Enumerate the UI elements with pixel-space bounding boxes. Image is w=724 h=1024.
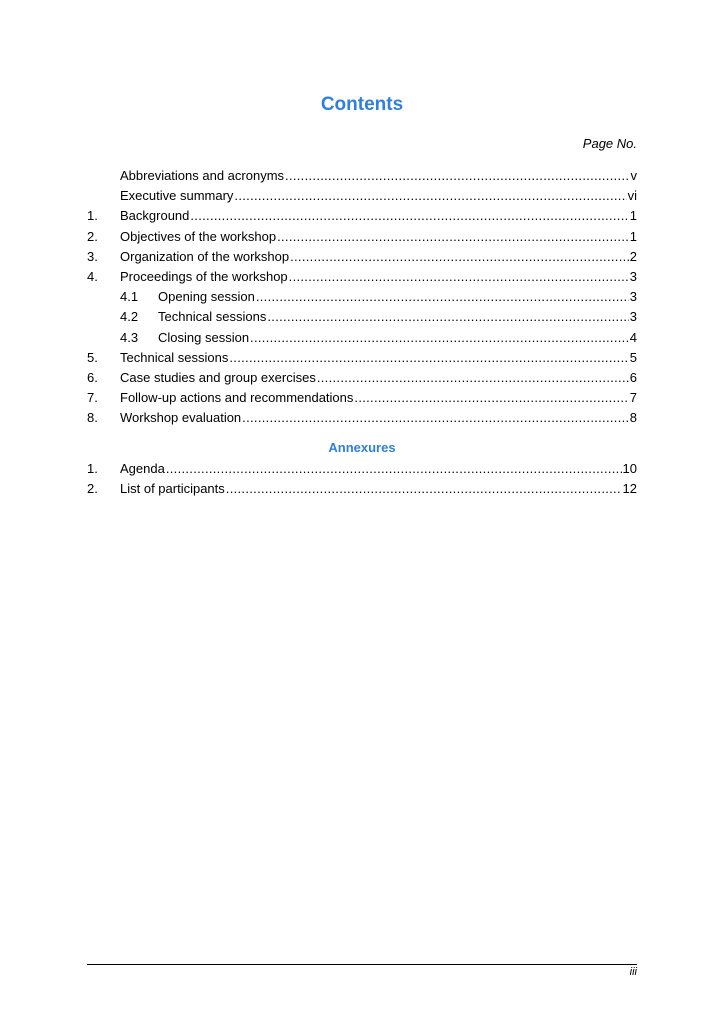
toc-entry-label: Technical sessions	[120, 349, 229, 365]
dot-leader	[289, 267, 629, 287]
toc-entry-number: 4.2	[120, 309, 139, 325]
toc-entry-page: 12	[622, 481, 637, 497]
toc-entry-label: Agenda	[120, 461, 165, 476]
toc-entry[interactable]	[87, 247, 637, 267]
toc-entry[interactable]	[87, 408, 637, 428]
dot-leader	[190, 206, 628, 226]
dot-leader	[226, 479, 622, 499]
dot-leader	[285, 166, 629, 186]
dot-leader	[250, 328, 629, 348]
dot-leader	[242, 408, 629, 428]
table-of-contents	[87, 166, 637, 428]
toc-entry-label: Follow-up actions and recommendations	[120, 390, 354, 406]
toc-entry-number: 7.	[87, 390, 98, 406]
toc-entry-label: Proceedings of the workshop	[120, 268, 288, 284]
toc-entry-label: Workshop evaluation	[120, 410, 242, 426]
toc-entry-label: Abbreviations and acronyms	[120, 168, 285, 183]
toc-entry-page: vi	[627, 188, 637, 204]
toc-entry-label: Opening session	[158, 289, 255, 305]
toc-entry[interactable]	[87, 166, 637, 186]
toc-entry-label: Background	[120, 208, 190, 224]
footer-page-number: iii	[629, 966, 637, 978]
toc-entry-number: 1.	[87, 461, 98, 476]
toc-entry-label: Closing session	[158, 329, 250, 345]
toc-entry-page: 1	[629, 208, 637, 224]
toc-entry[interactable]	[87, 459, 637, 479]
toc-entry-label: List of participants	[120, 481, 225, 497]
toc-entry-page: 4	[629, 329, 637, 345]
dot-leader	[229, 348, 628, 368]
toc-entry-number: 1.	[87, 208, 98, 224]
toc-entry-page: 5	[629, 349, 637, 365]
toc-entry-label: Objectives of the workshop	[120, 228, 277, 244]
annexures-heading: Annexures	[328, 440, 396, 455]
dot-leader	[277, 227, 629, 247]
annexures-list	[87, 459, 637, 499]
toc-entry-page: v	[630, 168, 637, 183]
toc-entry-page: 3	[629, 309, 637, 325]
toc-entry-label: Executive summary	[120, 188, 234, 204]
toc-entry[interactable]	[87, 227, 637, 247]
toc-entry[interactable]	[87, 348, 637, 368]
toc-entry-label: Technical sessions	[158, 309, 267, 325]
toc-entry[interactable]	[87, 388, 637, 408]
dot-leader	[317, 368, 629, 388]
toc-entry-number: 4.3	[120, 329, 139, 345]
toc-entry-number: 8.	[87, 410, 98, 426]
toc-entry-number: 6.	[87, 369, 98, 385]
toc-entry-label: Case studies and group exercises	[120, 369, 316, 385]
dot-leader	[267, 307, 628, 327]
toc-entry[interactable]	[87, 267, 637, 287]
toc-entry[interactable]	[87, 287, 637, 307]
toc-entry-page: 2	[629, 248, 637, 264]
footer-divider	[87, 964, 637, 965]
toc-entry[interactable]	[87, 368, 637, 388]
dot-leader	[166, 459, 622, 479]
dot-leader	[290, 247, 629, 267]
toc-entry[interactable]	[87, 479, 637, 499]
dot-leader	[256, 287, 629, 307]
dot-leader	[234, 186, 626, 206]
toc-entry-page: 8	[629, 410, 637, 426]
toc-entry-number: 3.	[87, 248, 98, 264]
toc-entry[interactable]	[87, 186, 637, 206]
toc-entry-page: 3	[629, 289, 637, 305]
toc-entry[interactable]	[87, 206, 637, 226]
toc-entry-number: 4.	[87, 268, 98, 284]
toc-entry-page: 1	[629, 228, 637, 244]
toc-entry-page: 6	[629, 369, 637, 385]
toc-entry-number: 2.	[87, 228, 98, 244]
toc-entry-number: 4.1	[120, 289, 139, 305]
toc-entry-number: 5.	[87, 349, 98, 365]
toc-entry-number: 2.	[87, 481, 98, 497]
toc-entry-page: 7	[629, 390, 637, 406]
toc-entry-page: 3	[629, 268, 637, 284]
toc-entry[interactable]	[87, 328, 637, 348]
page-title: Contents	[320, 94, 404, 115]
toc-entry-label: Organization of the workshop	[120, 248, 290, 264]
page-no-label: Page No.	[582, 136, 637, 151]
dot-leader	[354, 388, 628, 408]
toc-entry[interactable]	[87, 307, 637, 327]
toc-entry-page: 10	[622, 461, 637, 476]
